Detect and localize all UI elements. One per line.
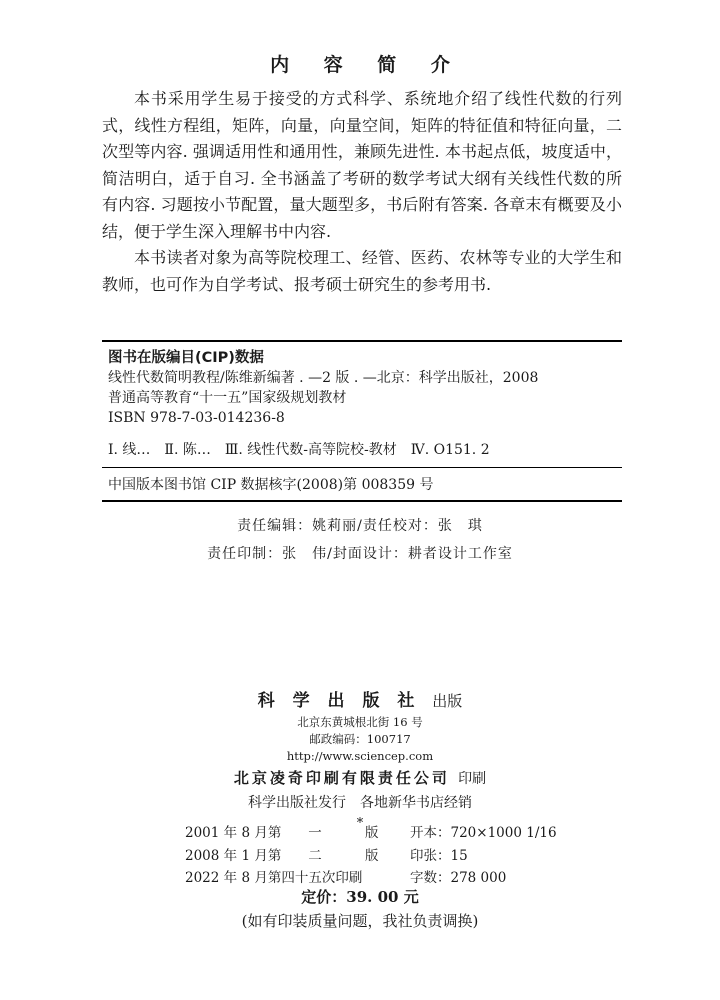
edition-detail: 印张：15: [410, 847, 468, 864]
intro-paragraph-1: 本书采用学生易于接受的方式科学、系统地介绍了线性代数的行列式，线性方程组，矩阵，向量，向量空间，矩阵的特征值和特征向量，二次型等内容. 强调适用性和通用性，兼顾先进性. 本书起点低，坡度适中，简洁明白，适于自习. 全书涵盖了考研的数学考试大纲有关线性代数的所有内容. 习题按小节配置，量大题型多，书后附有答案. 各章末有概要及小结，便于学生深入理解书中内容.: [102, 89, 622, 241]
publisher-name-line: [0, 688, 720, 714]
printer-name: 北京凌奇印刷有限责任公司: [233, 769, 450, 787]
publisher-postcode: 邮政编码：100717: [309, 732, 411, 746]
cip-line-isbn: ISBN 978-7-03-014236-8: [108, 410, 285, 426]
cip-heading: 图书在版编目(CIP)数据: [108, 350, 264, 366]
page-title: 内 容 简 介: [270, 54, 464, 76]
cip-line-title: 线性代数简明教程/陈维新编著 . —2 版 . —北京：科学出版社，2008: [108, 370, 539, 386]
staff-credits: [0, 512, 720, 568]
edition-ordinal: 一: [308, 825, 322, 841]
separator-star: *: [356, 816, 364, 831]
publisher-url: http://www.sciencep.com: [286, 749, 434, 763]
publisher-address: 北京东黄城根北街 16 号: [297, 715, 423, 729]
staff-line-editors: 责任编辑：姚莉丽/责任校对：张 琪: [237, 518, 483, 534]
edition-ordinal: 二: [308, 847, 322, 864]
cip-line-series: 普通高等教育“十一五”国家级规划教材: [108, 390, 347, 406]
printer-suffix: 印刷: [458, 771, 487, 787]
edition-detail: 字数：278 000: [410, 870, 507, 886]
publisher-name: 科 学 出 版 社: [257, 691, 421, 711]
introduction-section: [102, 86, 622, 298]
cip-classification: Ⅰ. 线… Ⅱ. 陈… Ⅲ. 线性代数-高等院校-教材 Ⅳ. O151. 2: [108, 442, 490, 458]
price: 定价：39. 00 元: [301, 888, 419, 906]
cip-record-number: 中国版本图书馆 CIP 数据核字(2008)第 008359 号: [108, 477, 434, 493]
printer-line: [0, 765, 720, 792]
quality-notice: (如有印装质量问题，我社负责调换): [241, 912, 479, 930]
cip-divider: [102, 467, 622, 468]
edition-date: 2022 年 8 月第四十五次印刷: [185, 870, 363, 886]
cip-data-block: [102, 340, 622, 502]
staff-line-production: 责任印制：张 伟/封面设计：耕者设计工作室: [207, 546, 513, 562]
edition-type: 版: [365, 825, 379, 841]
distribution-line: 科学出版社发行 各地新华书店经销: [248, 795, 472, 811]
intro-paragraph-2: 本书读者对象为高等院校理工、经管、医药、农林等专业的大学生和教师，也可作为自学考试、报考硕士研究生的参考用书.: [102, 248, 622, 294]
edition-date: 2001 年 8 月第: [185, 825, 282, 841]
publisher-name-suffix: 出版: [432, 692, 463, 710]
edition-date: 2008 年 1 月第: [185, 847, 282, 864]
publisher-block: [0, 688, 720, 834]
edition-type: 版: [365, 847, 379, 864]
edition-detail: 开本：720×1000 1/16: [410, 825, 557, 841]
